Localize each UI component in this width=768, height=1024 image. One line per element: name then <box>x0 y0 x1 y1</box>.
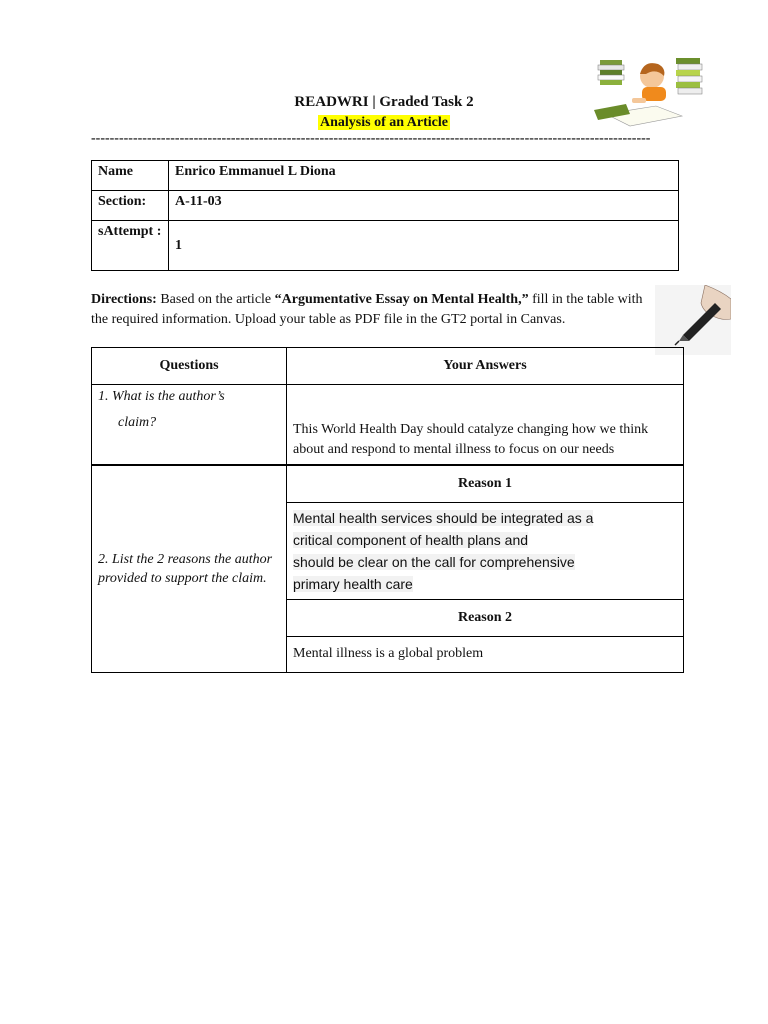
reason-1-line2: critical component of health plans and <box>293 531 529 548</box>
directions-lead: Directions: <box>91 292 157 307</box>
info-row-section <box>92 191 679 221</box>
student-info-table <box>91 160 679 271</box>
answer-1: This World Health Day should catalyze changing how we think about and respond to mental illness to focus on our needs <box>287 385 684 465</box>
question-1-line1: 1. What is the author’s <box>98 389 225 404</box>
section-label: Section: <box>92 191 169 221</box>
info-row-attempt <box>92 221 679 271</box>
question-2: 2. List the 2 reasons the author provided to support the claim. <box>92 465 287 673</box>
directions-paragraph <box>91 290 657 330</box>
reason-1-line1: Mental health services should be integrated as a <box>293 509 594 526</box>
reason-2-answer: Mental illness is a global problem <box>287 636 684 672</box>
divider-line: ------------------------------------------------------------------------------------------------------------------------ <box>91 131 651 146</box>
question-1-line2: claim? <box>118 415 157 430</box>
reason-1-label-row <box>92 465 684 503</box>
directions-article: “Argumentative Essay on Mental Health,” <box>274 292 529 307</box>
questions-header: Questions <box>92 348 287 385</box>
name-label: Name <box>92 161 169 191</box>
reason-1-line4: primary health care <box>293 575 413 592</box>
attempt-value: 1 <box>169 221 679 271</box>
question-1 <box>92 385 287 465</box>
answers-header: Your Answers <box>287 348 684 385</box>
reason-2-label: Reason 2 <box>287 599 684 636</box>
table-header-row <box>92 348 684 385</box>
info-row-name <box>92 161 679 191</box>
subtitle-wrap <box>0 113 768 131</box>
directions-after: fill in the table with the required information. Upload your table as PDF file in the GT2 portal in Canvas. <box>91 292 643 327</box>
section-value: A-11-03 <box>169 191 679 221</box>
analysis-table <box>91 347 684 673</box>
hand-pen-clipart <box>655 285 731 355</box>
document-title: READWRI | Graded Task 2 <box>294 94 474 110</box>
reason-1-label: Reason 1 <box>287 465 684 503</box>
reason-1-answer <box>287 502 684 599</box>
question-1-row <box>92 385 684 465</box>
name-value: Enrico Emmanuel L Diona <box>169 161 679 191</box>
directions-before: Based on the article <box>156 292 275 307</box>
reason-1-line3: should be clear on the call for comprehensive <box>293 553 575 570</box>
attempt-label: sAttempt : <box>92 221 169 271</box>
document-subtitle: Analysis of an Article <box>320 115 448 130</box>
